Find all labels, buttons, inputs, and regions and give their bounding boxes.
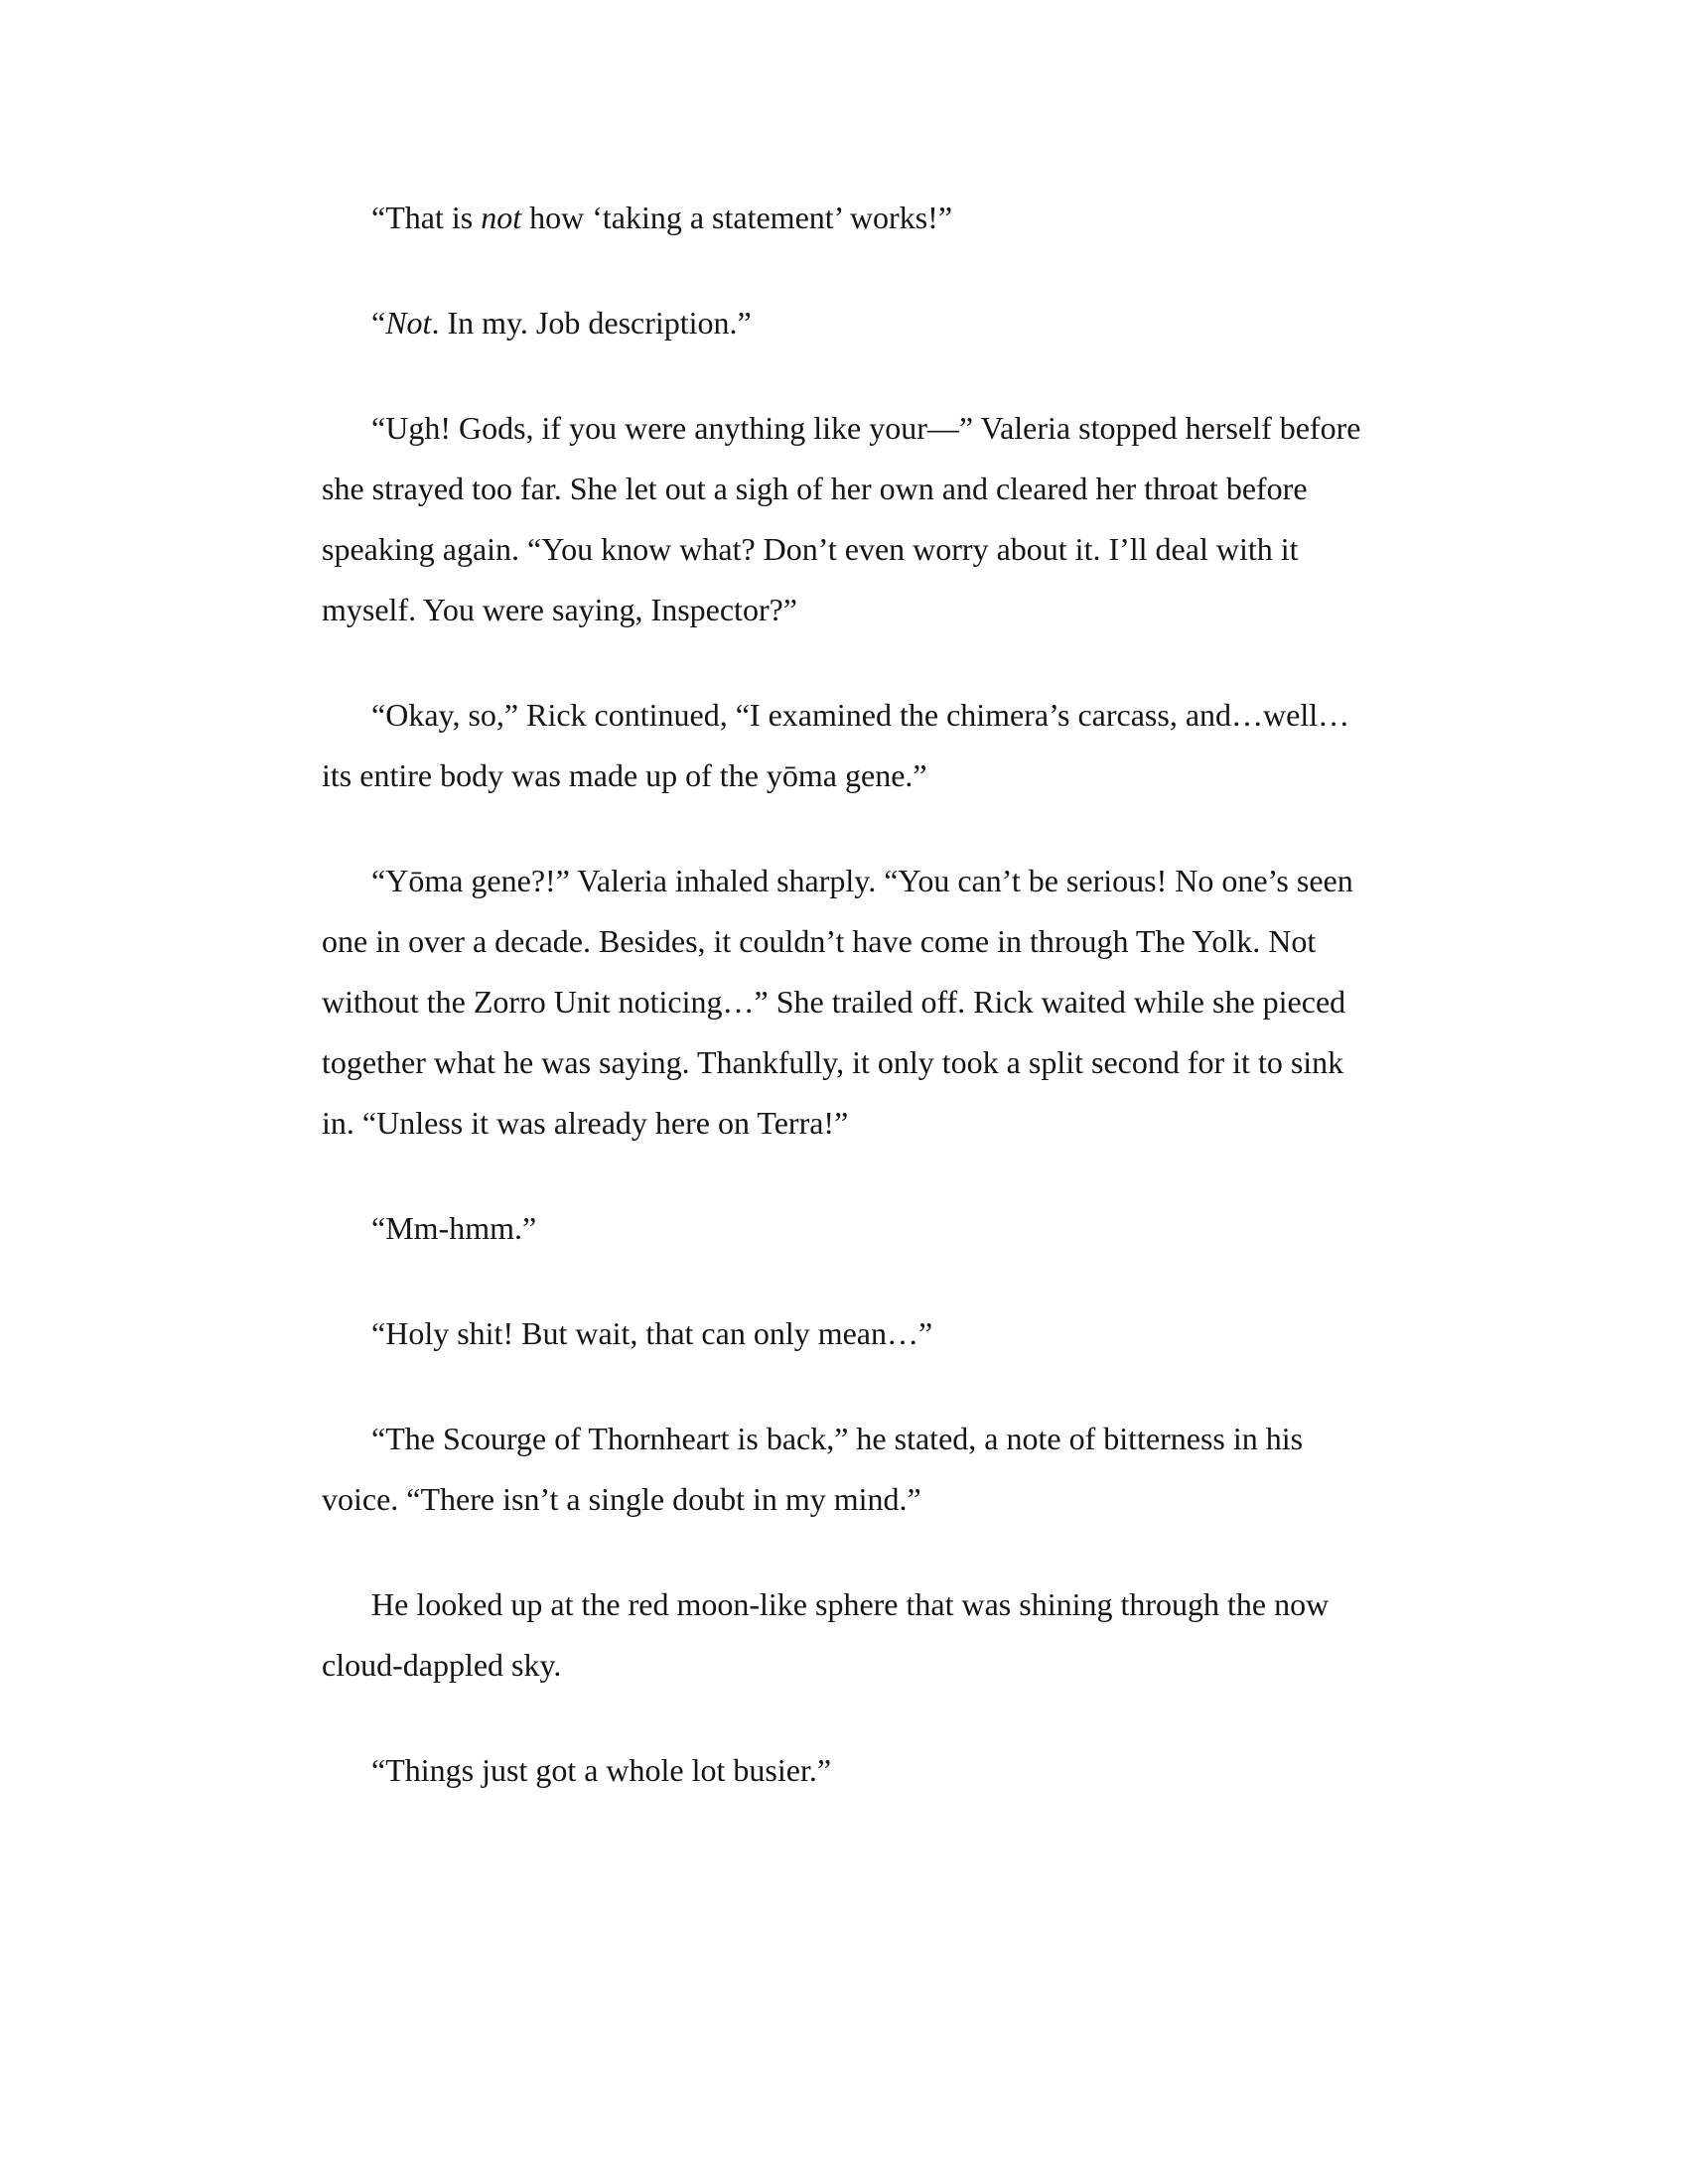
- paragraph-9: [322, 1574, 1374, 1696]
- paragraph-2-emphasis: Not: [385, 305, 432, 341]
- paragraph-5-text: “Yōma gene?!” Valeria inhaled sharply. “You can’t be serious! No one’s seen one in over a decade. Besides, it couldn’t have come in through The Yolk. Not without the Zorro Unit noticing…” She trailed off. Rick waited while she pieced together what he was saying. Thankfully, it only took a split second for it to sink in. “Unless it was already here on Terra!”: [322, 863, 1353, 1141]
- paragraph-1: [322, 188, 1374, 248]
- paragraph-8-text: “The Scourge of Thornheart is back,” he stated, a note of bitterness in his voice. “There isn’t a single doubt in my mind.”: [322, 1421, 1304, 1517]
- paragraph-1-emphasis: not: [481, 200, 522, 235]
- paragraph-2-text-end: . In my. Job description.”: [431, 305, 752, 341]
- paragraph-10-text: “Things just got a whole lot busier.”: [371, 1752, 832, 1788]
- paragraph-1-text: “That is: [371, 200, 482, 235]
- paragraph-2-text: “: [371, 305, 386, 341]
- paragraph-6: [322, 1198, 1374, 1259]
- paragraph-3-text: “Ugh! Gods, if you were anything like your—” Valeria stopped herself before she strayed too far. She let out a sigh of her own and cleared her throat before speaking again. “You know what? Don’t even worry about it. I’ll deal with it myself. You were saying, Inspector?”: [322, 410, 1361, 627]
- paragraph-4: [322, 685, 1374, 806]
- body-text: [322, 188, 1374, 1845]
- paragraph-7-text: “Holy shit! But wait, that can only mean…”: [371, 1315, 933, 1351]
- paragraph-4-text: “Okay, so,” Rick continued, “I examined the chimera’s carcass, and…well…its entire body was made up of the yōma gene.”: [322, 697, 1350, 793]
- paragraph-5: [322, 851, 1374, 1154]
- paragraph-9-text: He looked up at the red moon-like sphere that was shining through the now cloud-dappled sky.: [322, 1586, 1330, 1683]
- paragraph-3: [322, 398, 1374, 640]
- paragraph-10: [322, 1740, 1374, 1801]
- paragraph-1-text-end: how ‘taking a statement’ works!”: [521, 200, 953, 235]
- paragraph-2: [322, 293, 1374, 353]
- paragraph-6-text: “Mm-hmm.”: [371, 1210, 537, 1246]
- paragraph-7: [322, 1303, 1374, 1364]
- paragraph-8: [322, 1409, 1374, 1530]
